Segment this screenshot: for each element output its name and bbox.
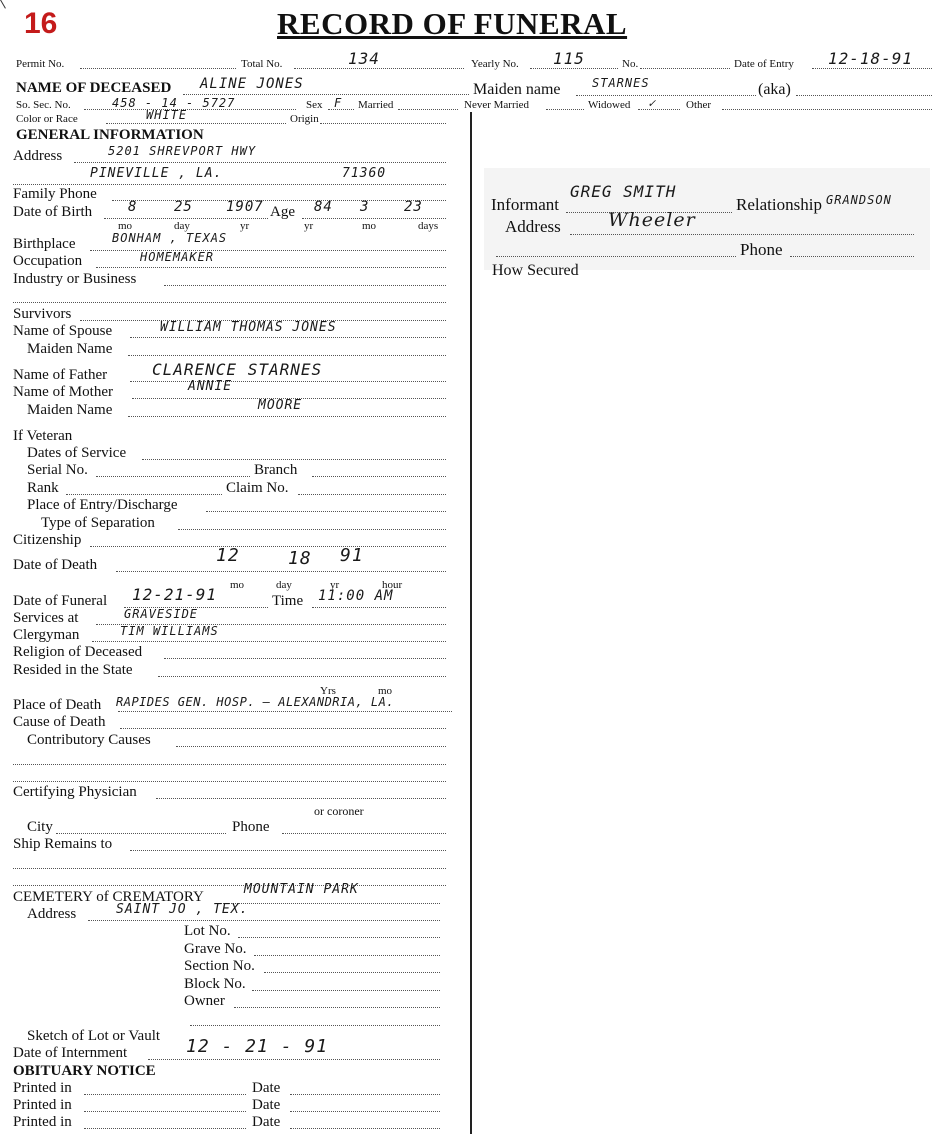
contributory-line-2 [13, 764, 446, 765]
other-line [722, 109, 932, 110]
cemetery-address-label: Address [27, 906, 77, 922]
father-line [130, 381, 446, 382]
never-married-label: Never Married [464, 99, 530, 111]
dob-line [104, 218, 268, 219]
date-of-internment-value: 12 - 21 - 91 [186, 1036, 329, 1057]
citizenship-line [90, 546, 446, 547]
date-of-funeral-label: Date of Funeral [13, 593, 108, 609]
birthplace-value: BONHAM , TEXAS [112, 231, 228, 245]
death-sub-yr: yr [330, 579, 340, 591]
relationship-value: GRANDSON [826, 193, 892, 207]
owner-label: Owner [184, 993, 225, 1009]
place-of-entry-line [206, 511, 446, 512]
obit-date-label-2: Date [252, 1097, 281, 1113]
printed-in-label-2: Printed in [13, 1097, 72, 1113]
rank-label: Rank [27, 480, 59, 496]
ship-remains-line-2 [13, 868, 446, 869]
grave-no-label: Grave No. [184, 941, 247, 957]
spouse-maiden-line [128, 355, 446, 356]
no-line [640, 68, 730, 69]
contributory-causes-label: Contributory Causes [27, 732, 151, 748]
address-line-2 [13, 184, 446, 185]
form-title: RECORD OF FUNERAL [277, 6, 628, 41]
mother-label: Name of Mother [13, 384, 113, 400]
clergyman-line [92, 641, 446, 642]
age-days: 23 [404, 199, 423, 215]
address-value-1: 5201 SHREVPORT HWY [108, 144, 257, 158]
date-of-funeral-value: 12-21-91 [132, 585, 218, 604]
obit-date-line-1 [290, 1094, 440, 1095]
yearly-no-label: Yearly No. [471, 58, 519, 70]
owner-line [234, 1007, 440, 1008]
or-coroner-label: or coroner [314, 804, 364, 818]
contributory-line [176, 746, 446, 747]
cemetery-address-line [88, 920, 440, 921]
date-of-death-month: 12 [216, 545, 240, 566]
industry-line [164, 285, 446, 286]
lot-no-label: Lot No. [184, 923, 231, 939]
page-number: 16 [6, 2, 128, 46]
claim-no-label: Claim No. [226, 480, 289, 496]
origin-line [320, 123, 446, 124]
occupation-line [96, 267, 446, 268]
spouse-label: Name of Spouse [13, 323, 113, 339]
religion-line [164, 658, 446, 659]
dob-month: 8 [128, 199, 138, 215]
age-label: Age [270, 204, 295, 220]
cemetery-label: CEMETERY of CREMATORY [13, 889, 204, 905]
permit-no-label: Permit No. [16, 58, 65, 70]
aka-line [796, 95, 932, 96]
informant-panel [484, 168, 930, 279]
printed-in-label-3: Printed in [13, 1114, 72, 1130]
sex-label: Sex [306, 99, 323, 111]
place-of-death-value: RAPIDES GEN. HOSP. — ALEXANDRIA, LA. [116, 695, 395, 709]
cause-of-death-label: Cause of Death [13, 714, 106, 730]
branch-line [312, 476, 446, 477]
obit-date-label-1: Date [252, 1080, 281, 1096]
time-value: 11:00 AM [318, 588, 394, 604]
branch-label: Branch [254, 462, 298, 478]
color-race-line [106, 123, 286, 124]
resided-label: Resided in the State [13, 662, 133, 678]
ssn-value: 458 - 14 - 5727 [112, 96, 236, 110]
industry-line-2 [13, 302, 446, 303]
mother-maiden-value: MOORE [258, 398, 303, 413]
color-race-label: Color or Race [16, 113, 78, 125]
cause-of-death-line [120, 728, 446, 729]
death-sub-hour: hour [382, 579, 403, 591]
age-sub-days: days [418, 220, 439, 232]
death-sub-day: day [276, 579, 292, 591]
age-sub-yr: yr [304, 220, 314, 232]
type-of-separation-line [178, 529, 446, 530]
never-married-line [546, 109, 584, 110]
resided-sub-mo: mo [378, 685, 393, 697]
type-of-separation-label: Type of Separation [41, 515, 155, 531]
address-line-1 [74, 162, 446, 163]
time-label: Time [272, 593, 304, 609]
married-label: Married [358, 99, 394, 111]
name-of-deceased-label: NAME OF DECEASED [16, 80, 172, 96]
mother-maiden-label: Maiden Name [27, 402, 113, 418]
informant-value: GREG SMITH [570, 182, 677, 201]
date-of-death-year: 91 [340, 545, 364, 566]
maiden-name-value: STARNES [592, 76, 650, 90]
industry-label: Industry or Business [13, 271, 137, 287]
married-line [398, 109, 458, 110]
spouse-line [130, 337, 446, 338]
obit-date-line-2 [290, 1111, 440, 1112]
clergyman-value: TIM WILLIAMS [120, 624, 219, 638]
relationship-label: Relationship [736, 195, 822, 214]
aka-label: (aka) [758, 81, 791, 98]
family-phone-line [112, 200, 446, 201]
date-of-death-day: 18 [288, 548, 312, 569]
owner-line-2 [190, 1025, 440, 1026]
resided-sub-yrs: Yrs [320, 685, 336, 697]
total-no-value: 134 [348, 49, 380, 68]
how-secured-label: How Secured [492, 262, 579, 279]
informant-label: Informant [491, 195, 559, 214]
place-of-death-line [118, 711, 452, 712]
clergyman-label: Clergyman [13, 627, 80, 643]
address-zip: 71360 [342, 166, 387, 181]
sketch-label: Sketch of Lot or Vault [27, 1028, 161, 1044]
claim-no-line [298, 494, 446, 495]
yearly-no-value: 115 [553, 49, 585, 68]
date-of-internment-label: Date of Internment [13, 1045, 128, 1061]
block-no-line [252, 990, 440, 991]
widowed-label: Widowed [588, 99, 631, 111]
total-no-line [294, 68, 464, 69]
printed-in-line-3 [84, 1128, 246, 1129]
family-phone-label: Family Phone [13, 186, 97, 202]
ship-remains-line-3 [13, 885, 446, 886]
certifying-physician-label: Certifying Physician [13, 784, 137, 800]
ship-remains-label: Ship Remains to [13, 836, 113, 852]
dob-sub-day: day [174, 220, 190, 232]
death-sub-mo: mo [230, 579, 245, 591]
informant-phone-label: Phone [740, 240, 783, 259]
phone-label: Phone [232, 819, 270, 835]
cemetery-address-value: SAINT JO , TEX. [116, 902, 249, 917]
permit-no-line [80, 68, 236, 69]
age-line [302, 218, 446, 219]
obit-date-label-3: Date [252, 1114, 281, 1130]
informant-phone-line [790, 256, 914, 257]
place-of-entry-label: Place of Entry/Discharge [27, 497, 178, 513]
religion-label: Religion of Deceased [13, 644, 143, 660]
date-of-death-label: Date of Death [13, 557, 98, 573]
contributory-line-3 [13, 781, 446, 782]
serial-no-line [96, 476, 250, 477]
spouse-value: WILLIAM THOMAS JONES [160, 320, 337, 335]
printed-in-line-1 [84, 1094, 246, 1095]
certifying-physician-line [156, 798, 446, 799]
other-label: Other [686, 99, 712, 111]
age-years: 84 [314, 199, 333, 215]
dob-label: Date of Birth [13, 204, 93, 220]
services-at-label: Services at [13, 610, 79, 626]
no-label: No. [622, 58, 639, 70]
column-divider [470, 112, 472, 1134]
rank-line [66, 494, 222, 495]
section-no-label: Section No. [184, 958, 255, 974]
citizenship-label: Citizenship [13, 532, 82, 548]
age-months: 3 [360, 199, 370, 215]
birthplace-label: Birthplace [13, 236, 76, 252]
informant-address-line-2 [496, 256, 736, 257]
address-label: Address [13, 148, 63, 164]
grave-no-line [254, 955, 440, 956]
dob-year: 1907 [226, 199, 264, 215]
printed-in-line-2 [84, 1111, 246, 1112]
ssn-label: So. Sec. No. [16, 99, 71, 111]
informant-address-label: Address [505, 217, 561, 236]
section-no-line [264, 972, 440, 973]
informant-address-line [570, 234, 914, 235]
date-of-entry-label: Date of Entry [734, 58, 794, 70]
cemetery-line [218, 903, 440, 904]
services-at-value: GRAVESIDE [124, 607, 199, 621]
origin-label: Origin [290, 113, 319, 125]
obit-date-line-3 [290, 1128, 440, 1129]
father-label: Name of Father [13, 367, 108, 383]
name-of-deceased-value: ALINE JONES [200, 76, 304, 92]
general-info-heading: GENERAL INFORMATION [16, 127, 204, 143]
occupation-label: Occupation [13, 253, 83, 269]
color-race-value: WHITE [146, 108, 188, 122]
mother-maiden-line [128, 416, 446, 417]
date-of-entry-line [812, 68, 932, 69]
dates-of-service-line [142, 459, 446, 460]
phone-line [282, 833, 446, 834]
total-no-label: Total No. [241, 58, 283, 70]
serial-no-label: Serial No. [27, 462, 88, 478]
dob-day: 25 [174, 199, 193, 215]
widowed-checkmark: ✓ [648, 96, 657, 110]
date-of-internment-line [148, 1059, 440, 1060]
printed-in-label-1: Printed in [13, 1080, 72, 1096]
sex-value: F [334, 96, 343, 110]
block-no-label: Block No. [184, 976, 246, 992]
place-of-death-label: Place of Death [13, 697, 102, 713]
dob-sub-mo: mo [118, 220, 133, 232]
maiden-name-label: Maiden name [473, 81, 561, 98]
spouse-maiden-label: Maiden Name [27, 341, 113, 357]
informant-address-value: Wheeler [608, 209, 696, 231]
address-value-2: PINEVILLE , LA. [90, 166, 223, 181]
dob-sub-yr: yr [240, 220, 250, 232]
lot-no-line [238, 937, 440, 938]
city-line [56, 833, 226, 834]
time-line [312, 607, 446, 608]
occupation-value: HOMEMAKER [140, 250, 215, 264]
city-label: City [27, 819, 53, 835]
resided-line [158, 676, 446, 677]
maiden-name-line [576, 95, 756, 96]
dates-of-service-label: Dates of Service [27, 445, 127, 461]
date-of-entry-value: 12-18-91 [828, 49, 914, 68]
obituary-heading: OBITUARY NOTICE [13, 1063, 156, 1079]
mother-value: ANNIE [188, 379, 233, 394]
cemetery-value: MOUNTAIN PARK [244, 882, 359, 897]
widowed-line [638, 109, 680, 110]
yearly-no-line [530, 68, 618, 69]
survivors-label: Survivors [13, 306, 72, 322]
if-veteran-label: If Veteran [13, 428, 73, 444]
age-sub-mo: mo [362, 220, 377, 232]
date-of-death-line [116, 571, 446, 572]
father-value: CLARENCE STARNES [152, 360, 323, 379]
ship-remains-line [130, 850, 446, 851]
